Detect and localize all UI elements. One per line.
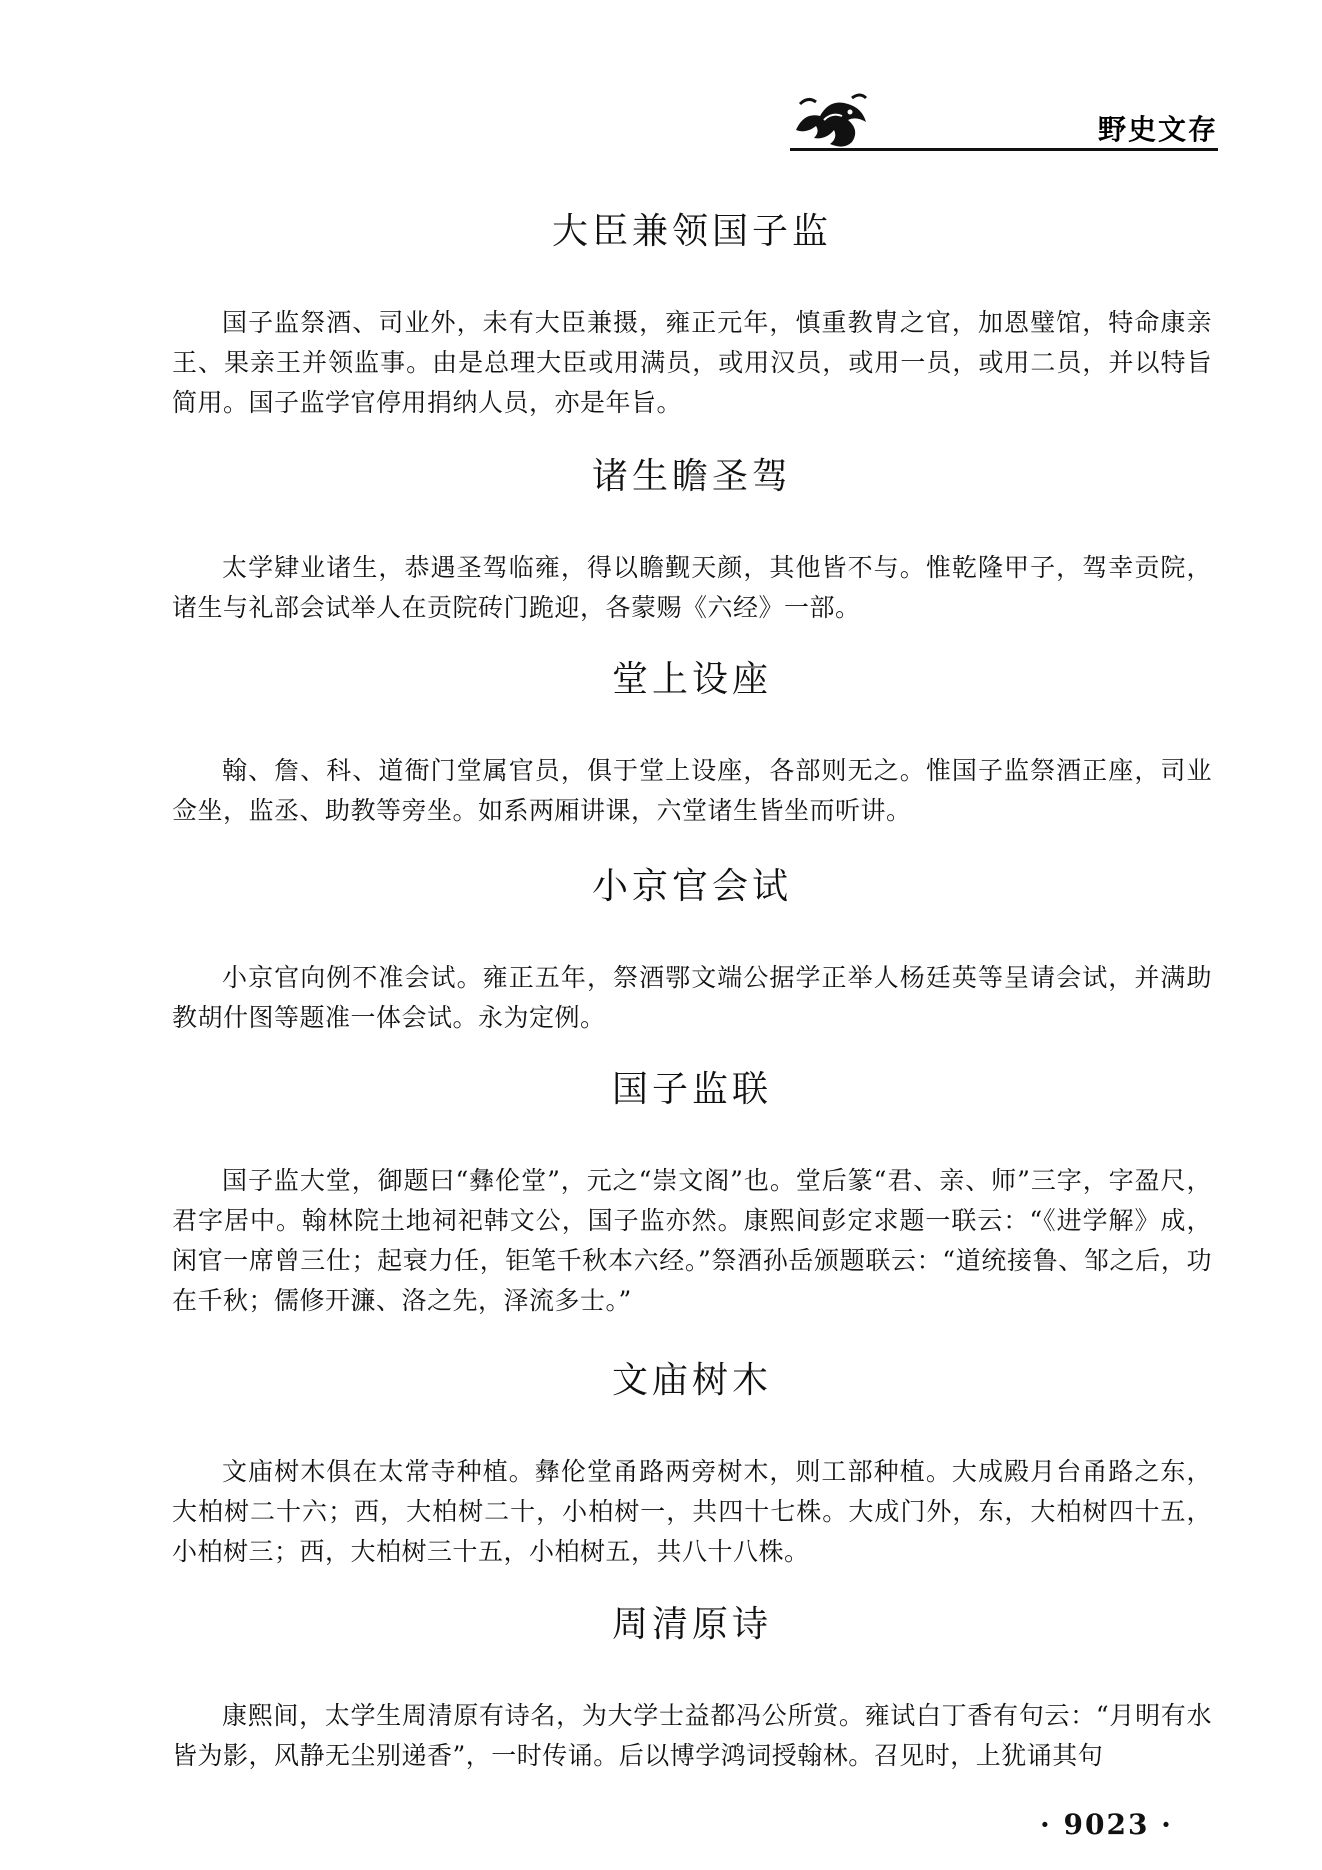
section-title: 文庙树木 bbox=[611, 1360, 772, 1401]
section-title: 小京官会试 bbox=[591, 866, 792, 907]
section-body: 文庙树木俱在太常寺种植。彝伦堂甬路两旁树木，则工部种植。大成殿月台甬路之东，大柏树二十六；西，大柏树二十，小柏树一，共四十七株。大成门外，东，大柏树四十五，小柏树三；西，大柏树三十五，小柏树五，共八十八株。 bbox=[172, 1457, 1212, 1566]
section-guozijianlian bbox=[172, 1065, 1212, 1321]
dragon-icon bbox=[790, 90, 872, 152]
section-title: 诸生瞻圣驾 bbox=[591, 456, 792, 497]
section-body: 太学肄业诸生，恭遇圣驾临雍，得以瞻觐天颜，其他皆不与。惟乾隆甲子，驾幸贡院，诸生与礼部会试举人在贡院砖门跪迎，各蒙赐《六经》一部。 bbox=[172, 553, 1212, 622]
section-body: 小京官向例不准会试。雍正五年，祭酒鄂文端公据学正举人杨廷英等呈请会试，并满助教胡什图等题准一体会试。永为定例。 bbox=[172, 963, 1212, 1032]
section-title: 堂上设座 bbox=[611, 659, 772, 700]
header-rule bbox=[790, 148, 1218, 151]
section-title: 大臣兼领国子监 bbox=[551, 211, 832, 252]
section-zhouqingyuan bbox=[172, 1600, 1212, 1776]
section-wenmiao bbox=[172, 1356, 1212, 1572]
page-number: · 9023 · bbox=[1040, 1808, 1173, 1841]
section-xiaojingguan bbox=[172, 862, 1212, 1038]
section-body: 康熙间，太学生周清原有诗名，为大学士益都冯公所赏。雍试白丁香有句云：“月明有水皆为影，风静无尘别递香”，一时传诵。后以博学鸿词授翰林。召见时，上犹诵其句 bbox=[172, 1701, 1212, 1770]
section-title: 国子监联 bbox=[611, 1069, 772, 1110]
section-zhusheng bbox=[172, 452, 1212, 628]
section-body: 翰、詹、科、道衙门堂属官员，俱于堂上设座，各部则无之。惟国子监祭酒正座，司业佥坐，监丞、助教等旁坐。如系两厢讲课，六堂诸生皆坐而听讲。 bbox=[172, 756, 1212, 825]
page-header bbox=[790, 90, 1218, 154]
series-title: 野史文存 bbox=[1097, 113, 1218, 146]
section-tangshang bbox=[172, 655, 1212, 831]
section-dachen bbox=[172, 207, 1212, 423]
section-body: 国子监大堂，御题曰“彝伦堂”，元之“崇文阁”也。堂后篆“君、亲、师”三字，字盈尺，君字居中。翰林院土地祠祀韩文公，国子监亦然。康熙间彭定求题一联云：“《进学解》成，闲官一席曾三仕；起衰力任，钜笔千秋本六经。”祭酒孙岳颁题联云：“道统接鲁、邹之后，功在千秋；儒修开濂、洛之先，泽流多士。” bbox=[172, 1166, 1212, 1315]
section-title: 周清原诗 bbox=[611, 1604, 772, 1645]
section-body: 国子监祭酒、司业外，未有大臣兼摄，雍正元年，慎重教胄之官，加恩璧馆，特命康亲王、果亲王并领监事。由是总理大臣或用满员，或用汉员，或用一员，或用二员，并以特旨简用。国子监学官停用捐纳人员，亦是年旨。 bbox=[172, 308, 1212, 417]
